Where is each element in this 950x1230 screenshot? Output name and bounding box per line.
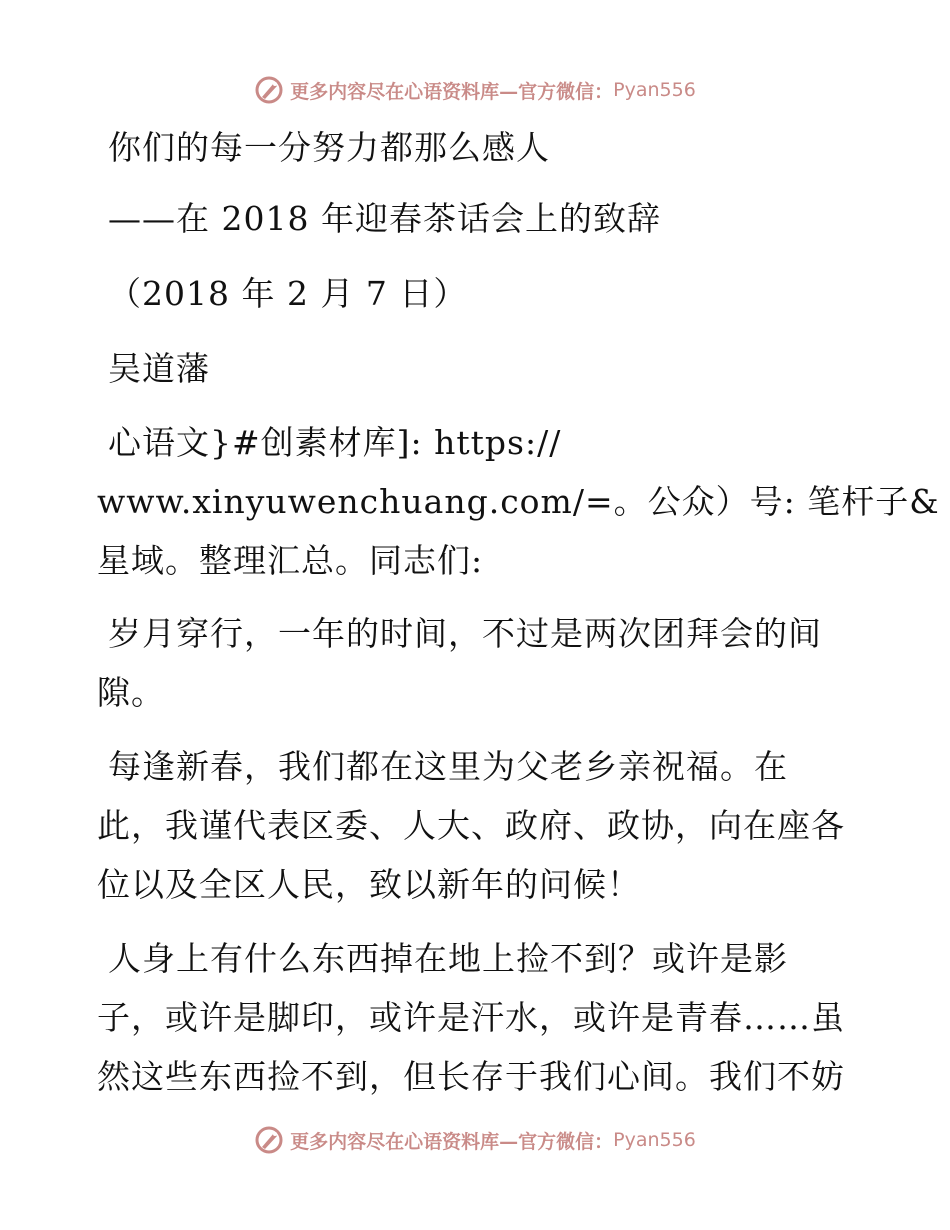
banner-wechat-id: Pyan556 xyxy=(613,1129,696,1151)
pen-nib-logo-icon xyxy=(254,75,284,105)
text-line: 隙。 xyxy=(97,673,165,712)
banner-text: 更多内容尽在心语资料库—官方微信： xyxy=(290,80,614,103)
banner-text: 更多内容尽在心语资料库—官方微信： xyxy=(290,1130,614,1153)
text-line: 位以及全区人民，致以新年的问候！ xyxy=(97,865,641,904)
text-line: www.xinyuwenchuang.com/=。公众）号: 笔杆子& xyxy=(97,482,940,521)
text-line: 子，或许是脚印，或许是汗水，或许是青春……虽 xyxy=(97,998,845,1037)
banner-wechat-id: Pyan556 xyxy=(613,79,696,101)
text-line: 然这些东西捡不到，但长存于我们心间。我们不妨 xyxy=(97,1057,845,1096)
text-line: 星域。整理汇总。同志们: xyxy=(97,541,484,580)
text-line: 此，我谨代表区委、人大、政府、政协，向在座各 xyxy=(97,806,845,845)
footer-banner xyxy=(0,1120,950,1160)
text-line: 心语文}#创素材库]: https:// xyxy=(108,423,562,462)
pen-nib-logo-icon xyxy=(254,1125,284,1155)
text-line: 每逢新春，我们都在这里为父老乡亲祝福。在 xyxy=(108,747,788,786)
document-title: 你们的每一分努力都那么感人 xyxy=(108,128,550,167)
document-author: 吴道藩 xyxy=(108,349,210,388)
document-subtitle: ——在 2018 年迎春茶话会上的致辞 xyxy=(108,199,661,238)
header-banner xyxy=(0,70,950,110)
document-date: （2018 年 2 月 7 日） xyxy=(108,274,468,313)
text-line: 人身上有什么东西掉在地上捡不到？或许是影 xyxy=(108,939,788,978)
text-line: 岁月穿行，一年的时间，不过是两次团拜会的间 xyxy=(108,614,822,653)
